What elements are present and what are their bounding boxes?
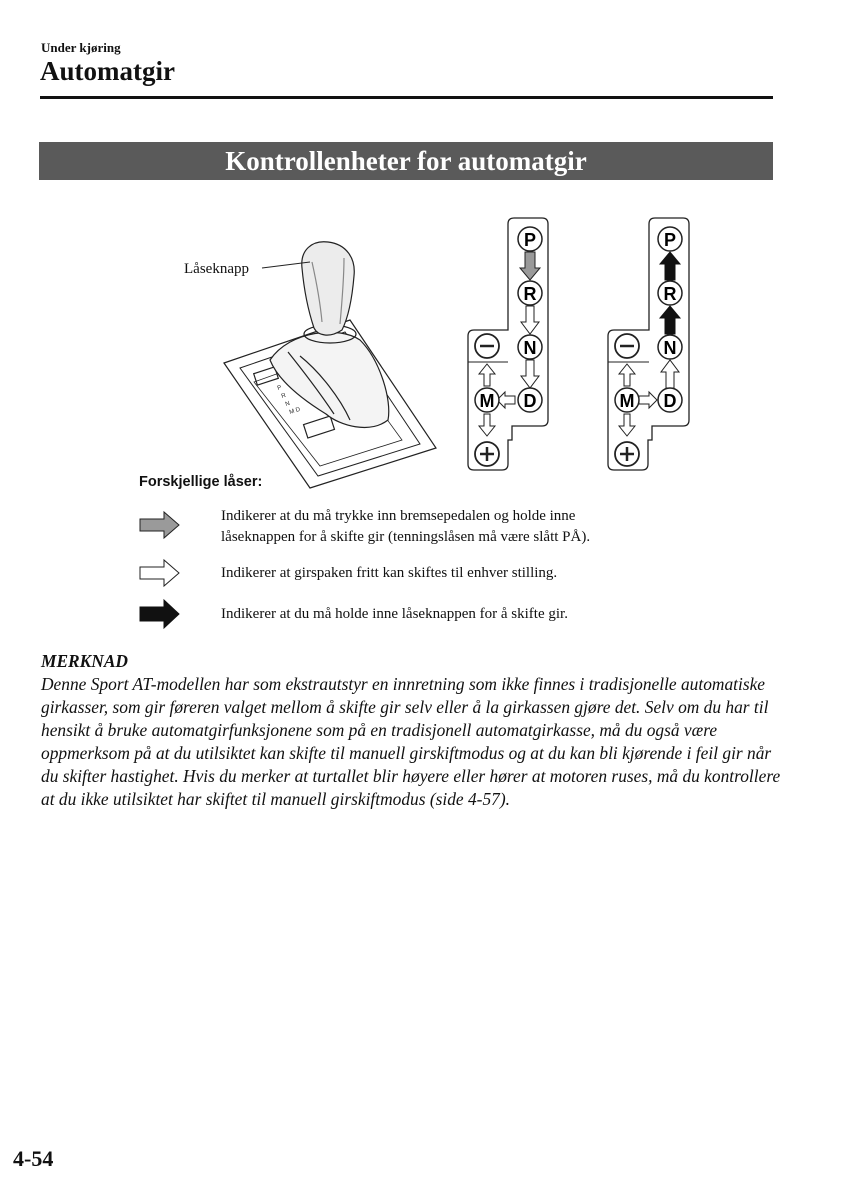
plus-icon [615,442,639,466]
note-text: Denne Sport AT-modellen har som ekstrautstyr en innretning som ikke finnes i tradisjonelle automatiske girkasser, som gir føreren valget mellom å skifte gir selv eller å la girkassen gjøre det. Selv om du har til hensikt å bruke automatgirfunksjonene som på en tradisjonell automatgirkasse, må du også være oppmerksom på at du utilsiktet kan skifte til manuell girskiftmodus og at du kan bli kjørende i feil gir når du skifter hastighet. Hvis du merker at turtallet blir høyere eller hører at motoren ruses, må du kontrollere at du ikke utilsiktet har skiftet til manuell girskiftmodus (side 4-57). [41,674,781,809]
note-title: MERKNAD [41,651,128,671]
minus-icon [475,334,499,358]
gate2-P-label: P [663,230,677,250]
minus-icon [615,334,639,358]
svg-text:N: N [284,400,291,408]
gray-arrow-icon [140,512,179,538]
legend-item-black [221,604,568,625]
gate1-M-label: M [479,391,495,411]
note-block [41,650,781,811]
gate1-P-label: P [523,230,537,250]
gate2-N-label: N [663,338,677,358]
plus-icon [475,442,499,466]
svg-text:R: R [280,392,287,400]
svg-text:P: P [276,384,283,392]
gate1-D-label: D [523,391,537,411]
page-number: 4-54 [13,1146,54,1171]
legend-item-white [221,563,557,584]
white-arrow-icon [140,560,179,586]
section-label: Under kjøring [41,40,121,55]
legend-line: låseknappen for å skifte gir (tenningslåsen må være slått PÅ). [221,529,591,545]
page-title: Automatgir [40,56,175,86]
shifter-illustration [224,242,436,488]
gate2-M-label: M [619,391,635,411]
section-banner: Kontrollenheter for automatgir [39,142,773,180]
gate1-N-label: N [523,338,537,358]
legend-line: Indikerer at girspaken fritt kan skiftes til enhver stilling. [221,565,558,581]
black-arrow-icon [140,600,179,628]
gate2-D-label: D [663,391,677,411]
locks-heading: Forskjellige låser: [139,474,263,490]
gate1-R-label: R [523,284,537,304]
legend-item-gray [221,506,590,548]
legend-line: Indikerer at du må holde inne låseknappen for å skifte gir. [221,606,568,622]
callout-label: Låseknapp [184,261,249,277]
shift-gate-diagram-1 [468,218,548,470]
legend-line: Indikerer at du må trykke inn bremsepedalen og holde inne [221,508,576,524]
gate2-R-label: R [663,284,677,304]
svg-text:M D: M D [288,406,302,416]
shift-gate-diagram-2 [608,218,689,470]
